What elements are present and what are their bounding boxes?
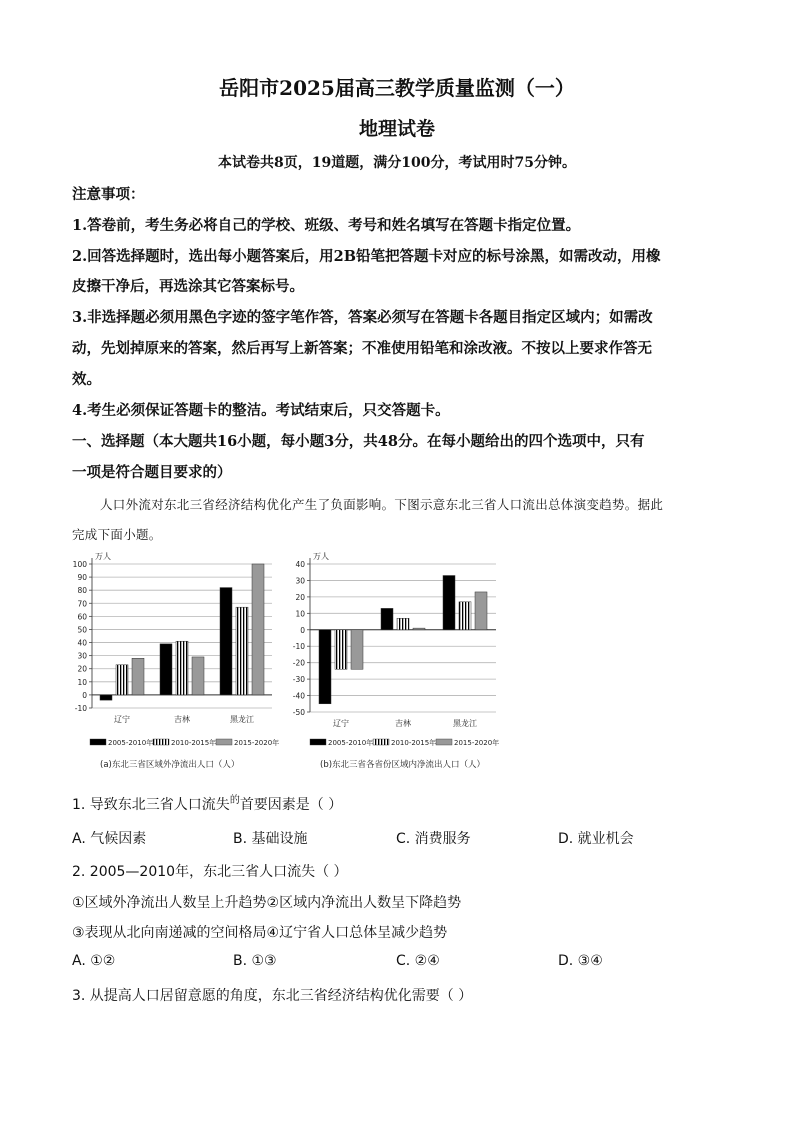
section-heading-cont: 一项是符合题目要求的）: [72, 464, 232, 481]
tick-label: -40: [292, 691, 305, 701]
bar: [100, 695, 112, 700]
note-line: 效。: [72, 371, 101, 388]
note-line: 动，先划掉原来的答案，然后再写上新答案；不准使用铅笔和涂改液。不按以上要求作答无: [72, 340, 652, 357]
tick-label: 60: [77, 612, 87, 622]
question-1-stem: 1. 导致东北三省人口流失: [72, 797, 230, 813]
note-line: 1.答卷前，考生务必将自己的学校、班级、考号和姓名填写在答题卡指定位置。: [72, 217, 581, 234]
tick-label: 80: [77, 586, 87, 596]
bar: [160, 644, 172, 695]
legend-swatch: [153, 739, 169, 745]
category-label: 吉林: [174, 715, 190, 724]
tick-label: 10: [77, 677, 87, 687]
legend-label: 2015-2020年: [454, 739, 500, 747]
category-label: 黑龙江: [230, 715, 254, 724]
legend-swatch: [90, 739, 106, 745]
category-label: 黑龙江: [453, 719, 477, 728]
question-2-statement: ①区域外净流出人数呈上升趋势②区域内净流出人数呈下降趋势: [72, 895, 462, 911]
option-1a[interactable]: A. 气候因素: [72, 831, 147, 847]
chart-caption: (b)东北三省各省份区域内净流出人口（人）: [320, 760, 486, 770]
tick-label: 90: [77, 573, 87, 583]
tick-label: 0: [82, 690, 87, 700]
legend-label: 2005-2010年: [328, 739, 374, 747]
tick-label: -50: [292, 708, 305, 717]
population-outflow-charts: [0, 550, 794, 780]
stem-line: 完成下面小题。: [72, 527, 162, 542]
tick-label: 50: [77, 625, 87, 635]
tick-label: 20: [295, 592, 305, 602]
tick-label: 40: [77, 638, 87, 648]
option-2c[interactable]: C. ②④: [396, 953, 440, 969]
legend-label: 2015-2020年: [234, 739, 280, 747]
legend-label: 2010-2015年: [171, 739, 217, 747]
note-line: 4.考生必须保证答题卡的整洁。考试结束后，只交答题卡。: [72, 402, 450, 419]
question-2-statement: ③表现从北向南递减的空间格局④辽宁省人口总体呈减少趋势: [72, 925, 448, 941]
option-2a[interactable]: A. ①②: [72, 953, 116, 969]
question-2: 2. 2005—2010年，东北三省人口流失（ ）: [72, 864, 348, 880]
tick-label: 20: [77, 664, 87, 674]
legend-swatch: [310, 739, 326, 745]
option-1d[interactable]: D. 就业机会: [558, 831, 634, 847]
bar: [132, 658, 144, 695]
legend-label: 2010-2015年: [391, 739, 437, 747]
bar: [319, 630, 331, 704]
tick-label: 70: [77, 599, 87, 609]
chart-caption: (a)东北三省区域外净流出人口（人）: [100, 760, 240, 770]
bar: [397, 618, 409, 630]
tick-label: 10: [295, 609, 305, 619]
tick-label: -10: [74, 704, 87, 713]
question-3: 3. 从提高人口居留意愿的角度，东北三省经济结构优化需要（ ）: [72, 988, 473, 1004]
bar: [335, 630, 347, 669]
bar: [475, 592, 487, 630]
question-1: [72, 794, 342, 814]
stem-line: 人口外流对东北三省经济结构优化产生了负面影响。下图示意东北三省人口流出总体演变趋势。据此: [100, 497, 664, 512]
legend-swatch: [216, 739, 232, 745]
legend-swatch: [436, 739, 452, 745]
tick-label: 100: [72, 560, 87, 569]
option-2d[interactable]: D. ③④: [558, 953, 603, 969]
option-1b[interactable]: B. 基础设施: [233, 831, 308, 847]
tick-label: 30: [295, 576, 305, 586]
bar: [252, 564, 264, 695]
bar: [192, 657, 204, 695]
tick-label: -30: [292, 675, 305, 685]
notes-heading: 注意事项：: [72, 186, 145, 203]
bar: [413, 628, 425, 630]
legend-swatch: [373, 739, 389, 745]
category-label: 吉林: [395, 719, 411, 728]
tick-label: -10: [292, 642, 305, 652]
option-1c[interactable]: C. 消费服务: [396, 831, 471, 847]
question-1-stem-rest: 首要因素是（ ）: [239, 797, 343, 813]
bar: [236, 607, 248, 695]
section-heading: 一、选择题（本大题共16小题，每小题3分，共48分。在每小题给出的四个选项中，只有: [72, 433, 645, 450]
note-line: 2.回答选择题时，选出每小题答案后，用2B铅笔把答题卡对应的标号涂黑，如需改动，用橡: [72, 248, 661, 265]
bar: [220, 588, 232, 695]
tick-label: 0: [300, 625, 305, 635]
note-line: 皮擦干净后，再选涂其它答案标号。: [72, 278, 304, 295]
category-label: 辽宁: [114, 715, 130, 724]
bar: [176, 641, 188, 695]
tick-label: 30: [77, 651, 87, 661]
y-unit-label: 万人: [313, 552, 329, 561]
bar: [381, 608, 393, 629]
question-1-mark: 的: [229, 795, 240, 806]
category-label: 辽宁: [333, 719, 349, 728]
tick-label: 40: [295, 560, 305, 569]
note-line: 3.非选择题必须用黑色字迹的签字笔作答，答案必须写在答题卡各题目指定区域内；如需改: [72, 309, 653, 326]
tick-label: -20: [292, 658, 305, 668]
option-2b[interactable]: B. ①③: [233, 953, 277, 969]
legend-label: 2005-2010年: [108, 739, 154, 747]
bar: [351, 630, 363, 669]
exam-info: 本试卷共8页，19道题，满分100分，考试用时75分钟。: [218, 155, 576, 171]
subject-title: 地理试卷: [358, 118, 435, 140]
bar: [459, 602, 471, 630]
exam-title: 岳阳市2025届高三教学质量监测（一）: [219, 76, 575, 100]
bar: [443, 576, 455, 630]
bar: [116, 665, 128, 695]
y-unit-label: 万人: [95, 552, 111, 561]
